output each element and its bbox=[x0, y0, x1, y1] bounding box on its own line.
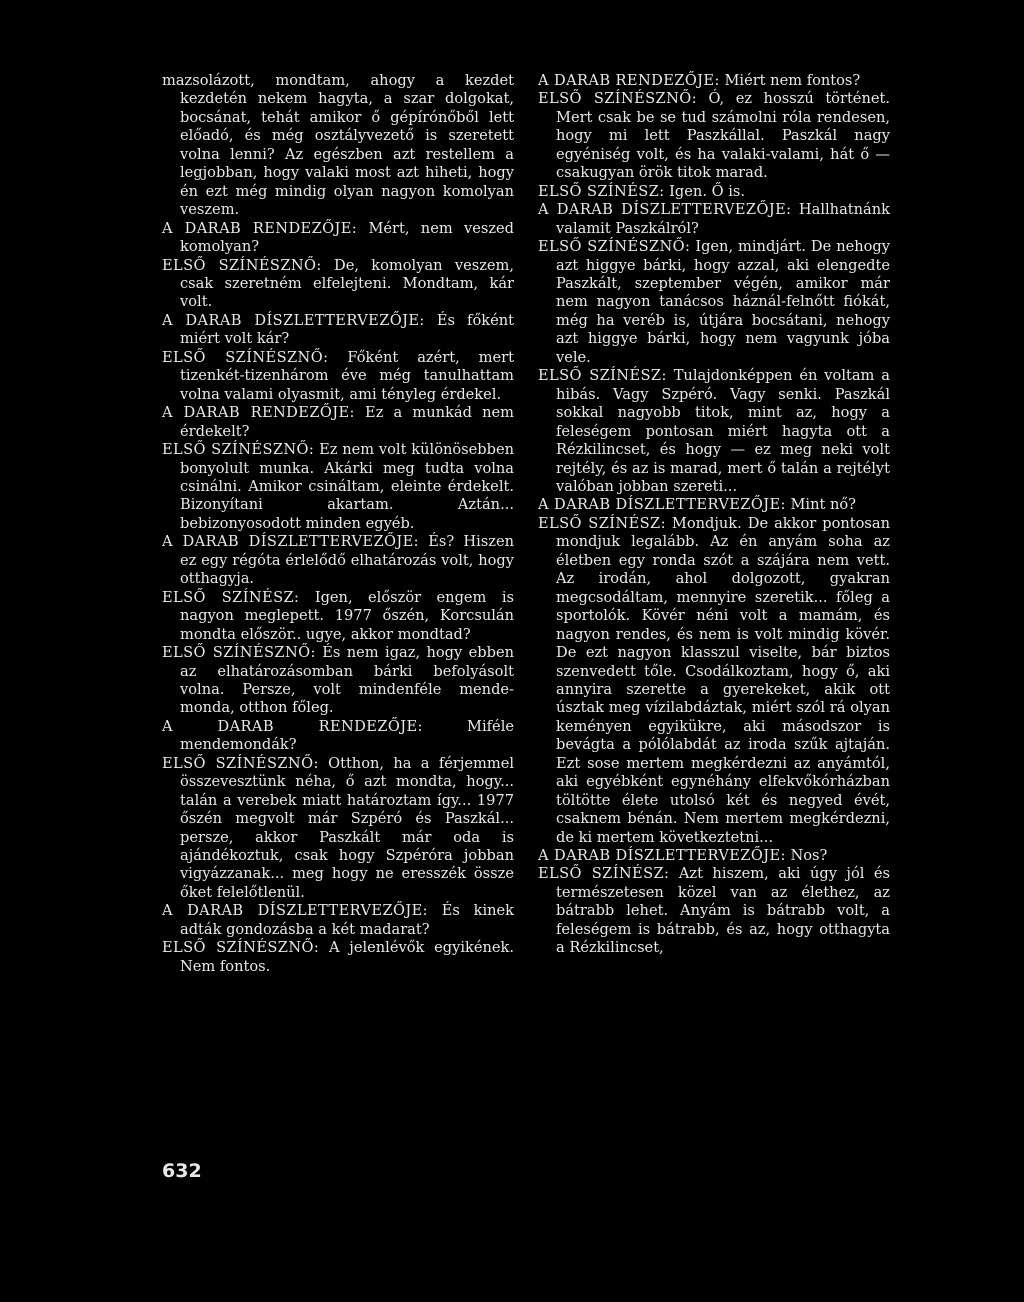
dialogue-paragraph bbox=[162, 902, 514, 939]
dialogue-text: Otthon, ha a férjemmel összevesztünk néha, ő azt mondta, hogy... talán a verebek miatt határoztam így... 1977 őszén megvolt már Szpéró és Paszkál... persze, akkor Paszkált már oda is ajándékoztuk, csak hogy Szpéróra jobban vigyázzanak... meg hogy ne eresszék össze őket felelőtlenül. bbox=[180, 754, 514, 901]
dialogue-text: Igen. Ő is. bbox=[669, 182, 745, 200]
dialogue-paragraph bbox=[538, 847, 890, 865]
dialogue-paragraph bbox=[162, 220, 514, 257]
speaker-label: A DARAB DÍSZLETTERVEZŐJE: bbox=[162, 902, 429, 920]
dialogue-text: mazsolázott, mondtam, ahogy a kezdet kezdetén nekem hagyta, a szar dolgokat, bocsánat, tehát amikor ő gépírónőből lett előadó, és még osztályvezető is szeretett volna lenni? Az egészben azt restellem a legjobban, hogy valaki most azt hiheti, hogy én ezt még mindig olyan nagyon komolyan veszem. bbox=[162, 72, 514, 219]
dialogue-text: És főként miért volt kár? bbox=[180, 311, 514, 348]
dialogue-text: Ez a munkád nem érdekelt? bbox=[180, 404, 514, 440]
speaker-label: ELSŐ SZÍNÉSZNŐ: bbox=[162, 939, 320, 957]
dialogue-text: Mint nő? bbox=[790, 496, 857, 514]
dialogue-paragraph bbox=[162, 72, 514, 220]
dialogue-paragraph bbox=[162, 589, 514, 644]
speaker-label: A DARAB DÍSZLETTERVEZŐJE: bbox=[162, 311, 425, 329]
dialogue-paragraph bbox=[162, 404, 514, 441]
left-column bbox=[162, 72, 514, 976]
dialogue-paragraph bbox=[162, 755, 514, 903]
dialogue-paragraph bbox=[162, 718, 514, 755]
right-column bbox=[538, 72, 890, 958]
dialogue-text: Ó, ez hosszú történet. Mert csak be se tud számolni róla rendesen, hogy mi lett Paszkállal. Paszkál nagy egyéniség volt, és ha valaki-valami, hát ő — csakugyan örök titok marad. bbox=[556, 90, 890, 182]
speaker-label: ELSŐ SZÍNÉSZNŐ: bbox=[162, 754, 319, 772]
dialogue-paragraph bbox=[162, 644, 514, 718]
dialogue-paragraph bbox=[538, 496, 890, 514]
speaker-label: ELSŐ SZÍNÉSZNŐ: bbox=[162, 256, 322, 274]
speaker-label: A DARAB RENDEZŐJE: bbox=[538, 72, 720, 89]
dialogue-paragraph bbox=[162, 312, 514, 349]
dialogue-paragraph bbox=[538, 515, 890, 847]
speaker-label: ELSŐ SZÍNÉSZ: bbox=[538, 367, 667, 385]
speaker-label: ELSŐ SZÍNÉSZNŐ: bbox=[538, 90, 697, 108]
dialogue-paragraph bbox=[538, 90, 890, 182]
dialogue-text: Nos? bbox=[790, 847, 828, 865]
dialogue-text: Azt hiszem, aki úgy jól és természetesen közel van az élethez, az bátrabb lehet. Anyám is bátrabb volt, a feleségem is bátrabb, és az, hogy otthagyta a Rézkilincset, bbox=[556, 865, 891, 957]
speaker-label: A DARAB DÍSZLETTERVEZŐJE: bbox=[538, 201, 792, 219]
dialogue-text: Tulajdonképpen én voltam a hibás. Vagy Szpéró. Vagy senki. Paszkál sokkal nagyobb titok, mint az, hogy a feleségem pontosan miért hagyta ott a Rézkilincset, és hogy — ez meg neki volt rejtély, és az is marad, mert ő talán a rejtélyt valóban jobban szereti... bbox=[556, 367, 890, 495]
dialogue-text: És nem igaz, hogy ebben az elhatározásomban bárki befolyásolt volna. Persze, volt mindenféle mende-monda, otthon főleg. bbox=[180, 644, 515, 717]
speaker-label: A DARAB DÍSZLETTERVEZŐJE: bbox=[162, 533, 419, 551]
speaker-label: ELSŐ SZÍNÉSZNŐ: bbox=[162, 348, 329, 366]
dialogue-paragraph bbox=[538, 367, 890, 496]
dialogue-paragraph bbox=[538, 72, 890, 90]
page-number: 632 bbox=[162, 1160, 202, 1182]
dialogue-text: Igen, először engem is nagyon meglepett. 1977 őszén, Korcsulán mondta először.. ugye, akkor mondtad? bbox=[180, 588, 514, 643]
dialogue-paragraph bbox=[162, 257, 514, 312]
dialogue-paragraph bbox=[538, 238, 890, 367]
dialogue-text: És kinek adták gondozásba a két madarat? bbox=[180, 902, 515, 938]
dialogue-text: De, komolyan veszem, csak szeretném elfelejteni. Mondtam, kár volt. bbox=[180, 256, 515, 311]
speaker-label: A DARAB RENDEZŐJE: bbox=[162, 404, 355, 422]
dialogue-text: Igen, mindjárt. De nehogy azt higgye bárki, hogy azzal, aki elengedte Paszkált, szeptember végén, amikor már nem nagyon tanácsos háznál-felnőtt fiókát, még ha veréb is, útjára bocsátani, nehogy azt higgye bárki, hogy nem vagyunk jóba vele. bbox=[556, 238, 891, 366]
dialogue-text: Ez nem volt különösebben bonyolult munka. Akárki meg tudta volna csinálni. Amikor csináltam, eleinte érdekelt. Bizonyítani akartam. Aztán... bebizonyosodott minden egyéb. bbox=[180, 441, 515, 532]
dialogue-paragraph bbox=[538, 201, 890, 238]
speaker-label: A DARAB DÍSZLETTERVEZŐJE: bbox=[538, 496, 786, 514]
speaker-label: ELSŐ SZÍNÉSZ: bbox=[538, 514, 666, 532]
speaker-label: ELSŐ SZÍNÉSZ: bbox=[538, 865, 670, 883]
dialogue-paragraph bbox=[162, 349, 514, 404]
speaker-label: ELSŐ SZÍNÉSZ: bbox=[538, 182, 665, 200]
speaker-label: A DARAB DÍSZLETTERVEZŐJE: bbox=[538, 847, 786, 865]
dialogue-text: Hallhatnánk valamit Paszkálról? bbox=[556, 201, 890, 237]
dialogue-paragraph bbox=[538, 183, 890, 201]
speaker-label: ELSŐ SZÍNÉSZNŐ: bbox=[162, 441, 315, 459]
dialogue-text: Miért nem fontos? bbox=[724, 72, 861, 89]
dialogue-text: És? Hiszen ez egy régóta érlelődő elhatározás volt, hogy otthagyja. bbox=[180, 533, 514, 588]
dialogue-paragraph bbox=[162, 533, 514, 588]
speaker-label: A DARAB RENDEZŐJE: bbox=[162, 219, 358, 237]
speaker-label: A DARAB RENDEZŐJE: bbox=[162, 717, 423, 735]
dialogue-text: Mondjuk. De akkor pontosan mondjuk legalább. Az én anyám soha az életben egy ronda szót a szájára nem vett. Az irodán, ahol dolgozott, gyakran megcsodáltam, mennyire szeretik... főleg a sportolók. Kövér néni volt a mamám, és nagyon rendes, és nem is volt mindig kövér. De ezt nagyon klasszul viselte, bár biztos szenvedett tőle. Csodálkoztam, hogy ő, aki annyira szerette a gyerekeket, akik ott úsztak meg vízilabdáztak, miért szól rá olyan keményen egyikükre, aki másodszor is bevágta a pólólabdát az iroda szűk ajtaján. Ezt sose mertem megkérdezni az anyámtól, aki egyébként egynéhány elfekvőkórházban töltötte élete utolsó két és negyed évét, csaknem bénán. Nem mertem megkérdezni, de ki mertem következtetni... bbox=[556, 514, 891, 846]
dialogue-paragraph bbox=[162, 939, 514, 976]
dialogue-paragraph bbox=[538, 865, 890, 957]
dialogue-text: Mért, nem veszed komolyan? bbox=[180, 219, 515, 256]
dialogue-text: A jelenlévők egyikének. Nem fontos. bbox=[180, 939, 515, 975]
speaker-label: ELSŐ SZÍNÉSZNŐ: bbox=[162, 644, 316, 662]
dialogue-text: Főként azért, mert tizenkét-tizenhárom éve még tanulhattam volna valami olyasmit, ami tényleg érdekel. bbox=[180, 348, 514, 403]
dialogue-text: Miféle mendemondák? bbox=[180, 717, 514, 754]
speaker-label: ELSŐ SZÍNÉSZNŐ: bbox=[538, 238, 691, 256]
dialogue-paragraph bbox=[162, 441, 514, 533]
speaker-label: ELSŐ SZÍNÉSZ: bbox=[162, 588, 300, 606]
